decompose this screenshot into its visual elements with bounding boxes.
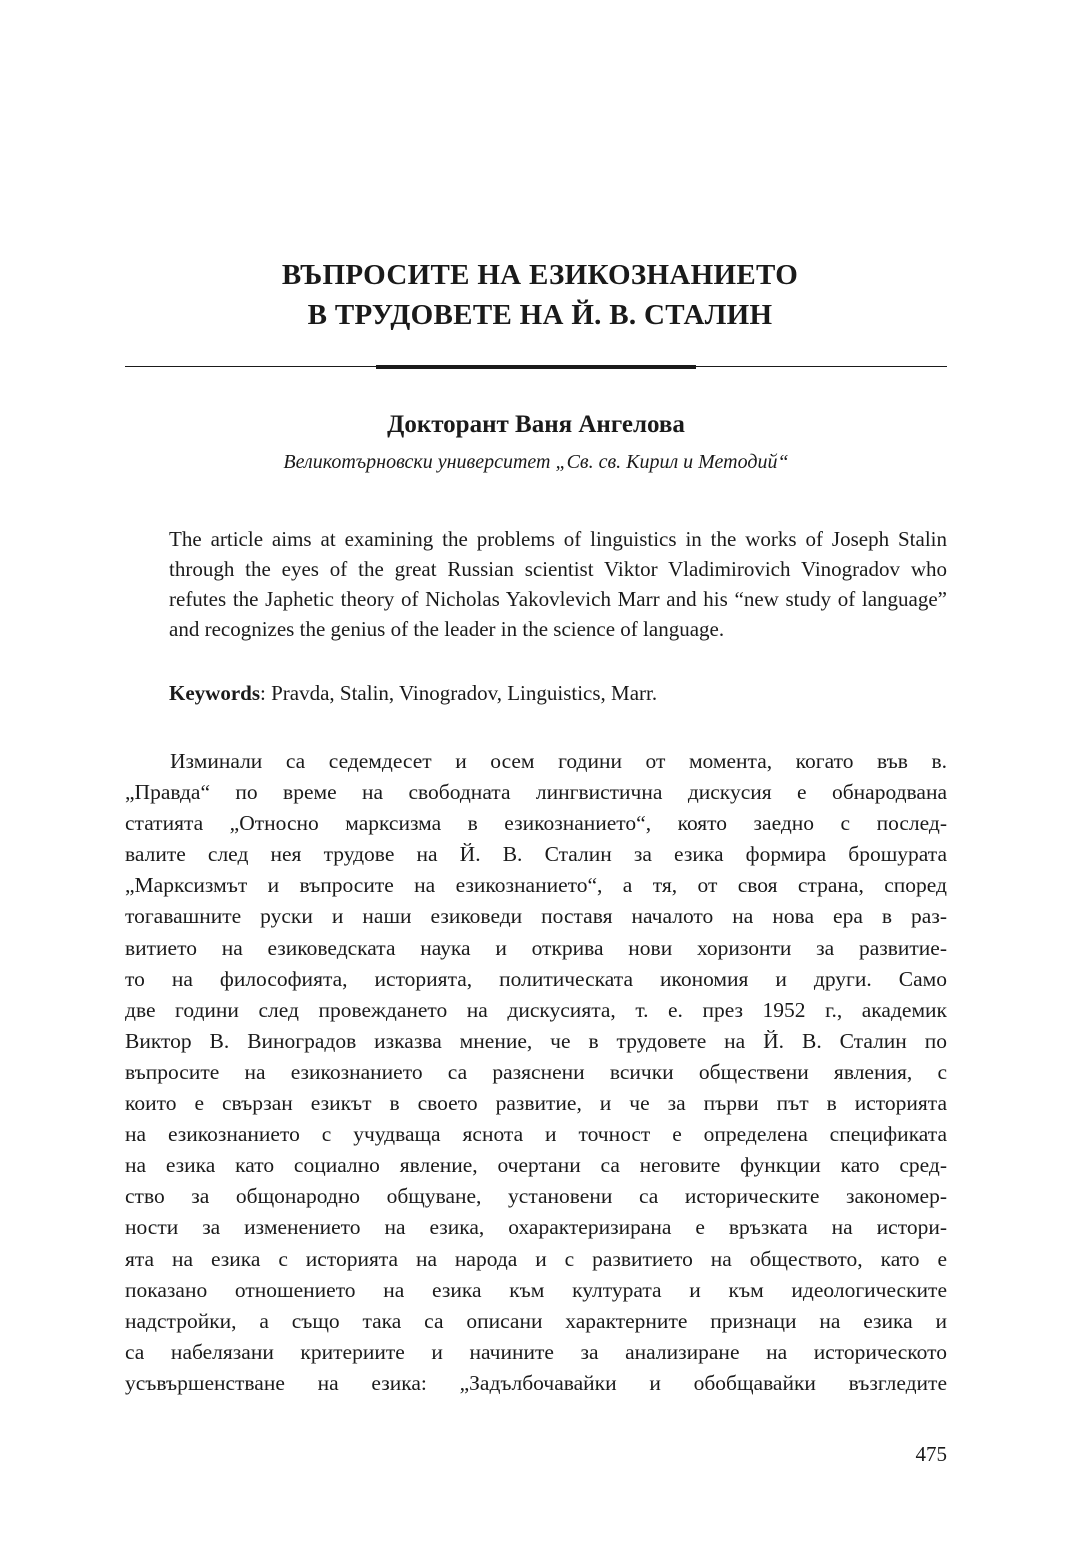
body-paragraph — [125, 746, 947, 1399]
body-line: показано отношението на езика към културата и към идеологическите — [125, 1277, 947, 1302]
body-line: ство за общонародно общуване, установени са историческите закономер- — [125, 1184, 947, 1209]
body-line: две години след провеждането на дискусията, т. е. през 1952 г., академик — [125, 997, 947, 1022]
body-line: на езика като социално явление, очертани са неговите функции като сред- — [125, 1153, 947, 1178]
abstract: The article aims at examining the problems of linguistics in the works of Joseph Stalin through the eyes of the great Russian scientist Viktor Vladimirovich Vinogradov who refutes the Japhetic theory of Nicholas Yakovlevich Marr and his “new study of language” and recognizes the genius of the leader in the science of language. — [169, 527, 947, 641]
body-line: ята на езика с историята на народа и с развитието на обществото, като е — [125, 1246, 947, 1271]
body-line: „Правда“ по време на свободната лингвистична дискусия е обнародвана — [125, 780, 947, 805]
title-divider-thick — [376, 365, 696, 369]
body-line: тогавашните руски и наши езиковеди поставя началото на нова ера в раз- — [125, 904, 947, 929]
author-name: Докторант Ваня Ангелова — [387, 411, 685, 438]
body-line: Изминали са седемдесет и осем години от момента, когато във в. — [170, 749, 947, 773]
body-line: Виктор В. Виноградов изказва мнение, че в трудовете на Й. В. Сталин по — [125, 1028, 947, 1053]
body-line: ности за изменението на езика, охарактеризирана е връзката на истори- — [125, 1215, 947, 1240]
body-line: на езикознанието с учудваща яснота и точност е определена спецификата — [125, 1122, 947, 1147]
keywords — [169, 678, 947, 708]
article-title — [0, 255, 1080, 335]
keywords-value: : Pravda, Stalin, Vinogradov, Linguistics, Marr. — [260, 681, 658, 705]
title-line-2: В ТРУДОВЕТЕ НА Й. В. СТАЛИН — [307, 299, 773, 331]
body-line: витието на езиковедската наука и открива нови хоризонти за развитие- — [125, 935, 947, 960]
body-line: усъвършенстване на езика: „Задълбочавайки и обобщавайки възгледите — [125, 1370, 947, 1395]
title-line-1: ВЪПРОСИТЕ НА ЕЗИКОЗНАНИЕТО — [281, 259, 799, 291]
body-line: „Марксизмът и въпросите на езикознанието“, а тя, от своя страна, според — [125, 873, 947, 898]
body-line: са набелязани критериите и начините за анализиране на историческото — [125, 1339, 947, 1364]
body-line: които е свързан езикът в своето развитие, и че за първи път в историята — [125, 1091, 947, 1116]
body-line: валите след нея трудове на Й. В. Сталин за езика формира брошурата — [125, 842, 947, 867]
keywords-label: Keywords — [169, 681, 260, 705]
body-line: надстройки, а също така са описани характерните признаци на езика и — [125, 1308, 947, 1333]
body-line: статията „Относно марксизма в езикознанието“, която заедно с послед- — [125, 811, 947, 836]
body-line: въпросите на езикознанието са разяснени всички обществени явления, с — [125, 1059, 947, 1084]
author-affiliation: Великотърновски университет „Св. св. Кирил и Методий“ — [283, 451, 789, 473]
page-number: 475 — [915, 1442, 947, 1466]
body-line: то на философията, историята, политическата икономия и други. Само — [125, 966, 947, 991]
